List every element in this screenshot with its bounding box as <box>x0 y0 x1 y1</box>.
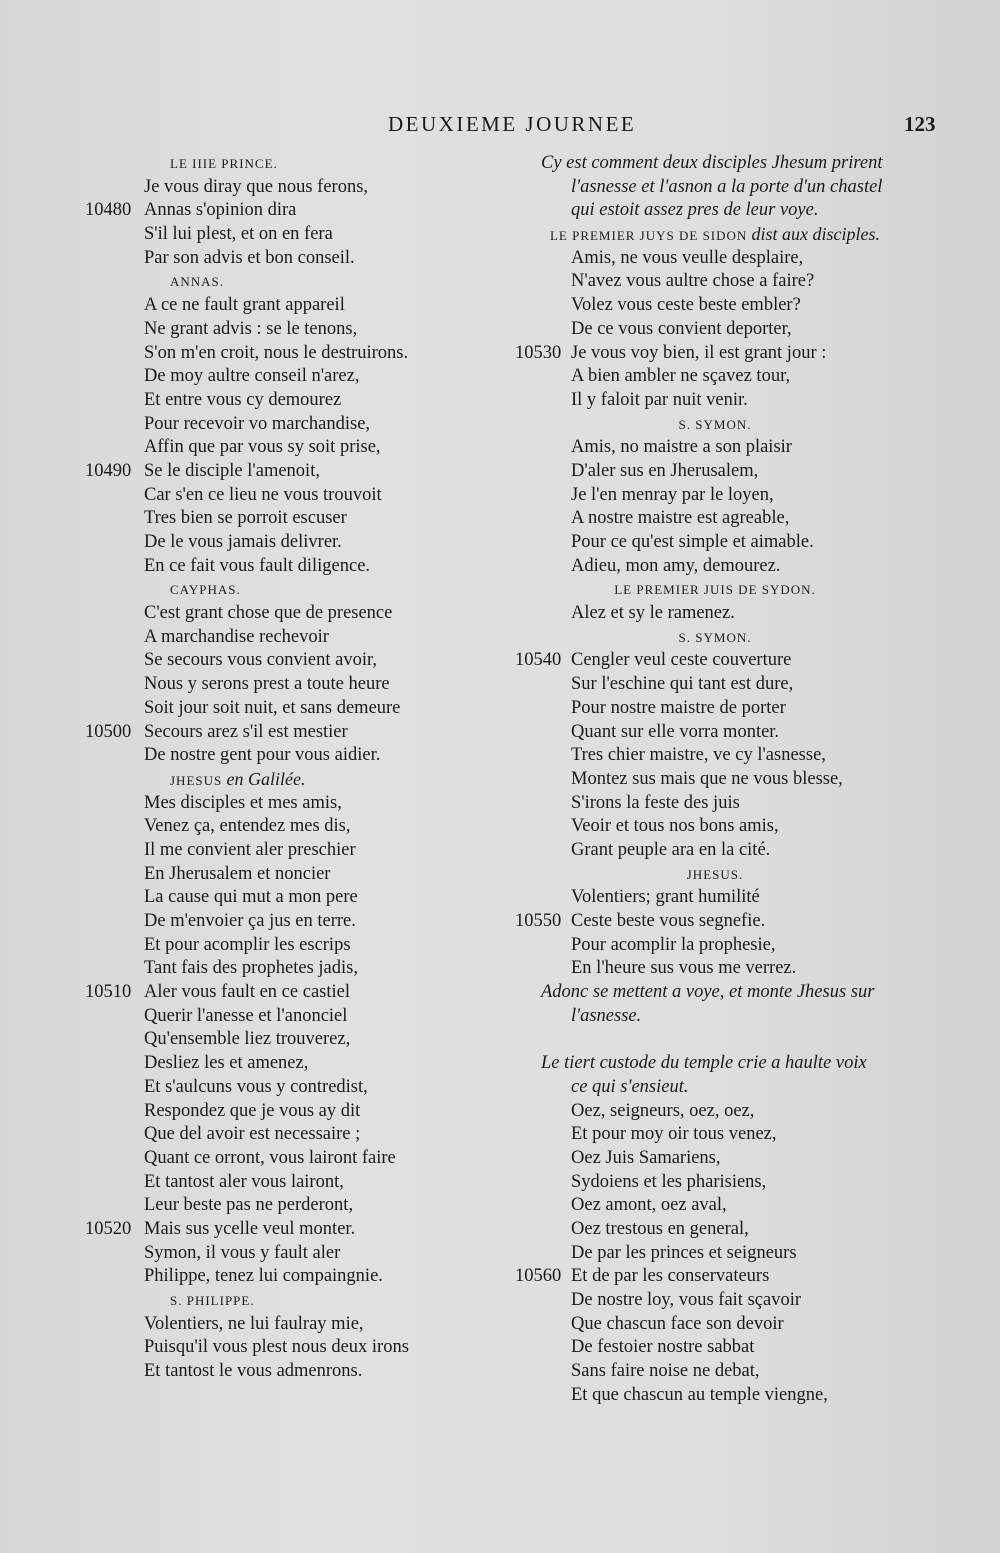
verse-line: 10530 Je vous voy bien, il est grant jour : <box>495 342 935 366</box>
verse-line: Sydoiens et les pharisiens, <box>571 1171 767 1192</box>
verse-line: Oez trestous en general, <box>571 1218 749 1239</box>
right-column <box>495 152 935 1407</box>
line-number: 10530 <box>515 342 562 363</box>
verse-line: Volez vous ceste beste embler? <box>571 295 801 316</box>
verse-line: Mes disciples et mes amis, <box>144 792 342 813</box>
line-number: 10550 <box>515 911 562 931</box>
verse-line: D'aler sus en Jherusalem, <box>571 460 759 481</box>
verse-line: La cause qui mut a mon pere <box>144 887 358 908</box>
verse-line: 10560 Et de par les conservateurs <box>495 1265 935 1289</box>
verse-line: Je vous diray que nous ferons, <box>144 176 369 197</box>
verse-line: Tres chier maistre, ve cy l'asnesse, <box>571 745 826 766</box>
verse-line: Sans faire noise ne debat, <box>571 1361 760 1382</box>
verse-line: Il y faloit par nuit venir. <box>571 389 748 410</box>
verse-line: Et pour acomplir les escrips <box>144 934 351 955</box>
verse-line: Oez Juis Samariens, <box>571 1147 721 1168</box>
verse-line: Par son advis et bon conseil. <box>144 247 355 268</box>
verse-line: Pour ce qu'est simple et aimable. <box>571 532 814 552</box>
line-number: 10500 <box>85 721 132 742</box>
verse-line: De festoier nostre sabbat <box>571 1337 755 1358</box>
verse-line: De m'envoier ça jus en terre. <box>144 911 356 931</box>
verse-line: Et que chascun au temple viengne, <box>571 1384 828 1405</box>
verse-line: Tant fais des prophetes jadis, <box>144 958 358 979</box>
verse-line: Philippe, tenez lui compaingnie. <box>144 1266 383 1287</box>
stage-direction: ce qui s'ensieut. <box>571 1076 689 1097</box>
stage-direction: Adonc se mettent a voye, et monte Jhesus sur <box>541 982 875 1003</box>
line-number: 10540 <box>515 650 562 671</box>
verse-line: Volentiers; grant humilité <box>571 887 760 908</box>
speaker-heading: LE PREMIER JUYS DE SIDON dist aux disciples. <box>549 224 881 245</box>
verse-line: Et s'aulcuns vous y contredist, <box>144 1076 368 1097</box>
verse-line: Que chascun face son devoir <box>571 1313 784 1334</box>
verse-line: 10550 Ceste beste vous segnefie. <box>495 910 935 934</box>
verse-line: 10520 Mais sus ycelle veul monter. <box>60 1218 480 1242</box>
verse-line: Se secours vous convient avoir, <box>144 650 378 671</box>
speaker-heading: S. SYMON. <box>678 629 752 645</box>
verse-line: Et pour moy oir tous venez, <box>571 1124 777 1145</box>
stage-direction: l'asnesse. <box>571 1005 642 1026</box>
verse-line: Et tantost le vous admenrons. <box>144 1361 363 1382</box>
verse-line: Sur l'eschine qui tant est dure, <box>571 674 794 695</box>
verse-line: Alez et sy le ramenez. <box>571 603 735 624</box>
speaker-heading: S. PHILIPPE. <box>170 1293 255 1308</box>
verse-line: S'on m'en croit, nous le destruirons. <box>144 342 409 363</box>
stage-direction: qui estoit assez pres de leur voye. <box>571 200 819 221</box>
blank-line <box>495 1028 935 1052</box>
verse-line: Quant sur elle vorra monter. <box>571 721 780 742</box>
verse-line: Volentiers, ne lui faulray mie, <box>144 1313 364 1334</box>
line-number: 10510 <box>85 982 132 1003</box>
verse-line: 10510 Aler vous fault en ce castiel <box>60 981 480 1005</box>
verse-line: De par les princes et seigneurs <box>571 1242 797 1263</box>
verse-line: Je l'en menray par le loyen, <box>571 484 774 505</box>
speaker-heading: JHESUS. <box>686 866 744 882</box>
verse-line: Amis, no maistre a son plaisir <box>571 437 792 458</box>
verse-line: Que del avoir est necessaire ; <box>144 1124 361 1145</box>
speaker-heading: JHESUS en Galilée. <box>170 768 306 789</box>
verse-line: En Jherusalem et noncier <box>144 863 331 884</box>
verse-line: C'est grant chose que de presence <box>144 603 393 624</box>
verse-line: Qu'ensemble liez trouverez, <box>144 1029 351 1050</box>
left-column <box>60 152 480 1384</box>
stage-direction: Cy est comment deux disciples Jhesum prirent <box>541 153 883 173</box>
verse-line: A bien ambler ne sçavez tour, <box>571 366 791 387</box>
verse-line: Querir l'anesse et l'anonciel <box>144 1005 348 1026</box>
verse-line: Quant ce orront, vous lairont faire <box>144 1147 396 1168</box>
verse-line: Il me convient aler preschier <box>144 839 356 860</box>
line-number: 10480 <box>85 200 132 221</box>
verse-line: 10490 Se le disciple l'amenoit, <box>60 460 480 484</box>
speaker-heading: S. SYMON. <box>678 416 752 432</box>
stage-direction: l'asnesse et l'asnon a la porte d'un chastel <box>571 176 883 197</box>
verse-line: De nostre gent pour vous aidier. <box>144 745 381 766</box>
verse-line: Pour nostre maistre de porter <box>571 697 786 718</box>
verse-line: Symon, il vous y fault aler <box>144 1242 341 1263</box>
verse-line: Nous y serons prest a toute heure <box>144 674 390 695</box>
verse-line: 10540 Cengler veul ceste couverture <box>495 649 935 673</box>
verse-line: Veoir et tous nos bons amis, <box>571 816 779 837</box>
speaker-heading: ANNAS. <box>170 274 225 290</box>
speaker-heading: LE PREMIER JUIS DE SYDON. <box>614 582 816 598</box>
verse-line: S'il lui plest, et on en fera <box>144 224 333 245</box>
verse-line: De ce vous convient deporter, <box>571 318 792 339</box>
line-number: 10490 <box>85 460 132 481</box>
verse-line: De nostre loy, vous fait sçavoir <box>571 1290 801 1310</box>
verse-line: 10500 Secours arez s'il est mestier <box>60 721 480 745</box>
verse-line: Leur beste pas ne perderont, <box>144 1195 354 1216</box>
verse-line: Montez sus mais que ne vous blesse, <box>571 768 843 789</box>
page-number: 123 <box>904 112 936 136</box>
verse-line: S'irons la feste des juis <box>571 792 740 813</box>
verse-line: Adieu, mon amy, demourez. <box>571 555 781 576</box>
verse-line: De moy aultre conseil n'arez, <box>144 366 360 387</box>
verse-line: Amis, ne vous veulle desplaire, <box>571 247 804 268</box>
verse-line: Oez amont, oez aval, <box>571 1195 727 1216</box>
verse-line: Desliez les et amenez, <box>144 1053 309 1074</box>
verse-line: Pour acomplir la prophesie, <box>571 934 776 955</box>
verse-line: 10480 Annas s'opinion dira <box>60 199 480 223</box>
verse-line: Pour recevoir vo marchandise, <box>144 413 371 434</box>
verse-line: Affin que par vous sy soit prise, <box>144 437 381 458</box>
speaker-heading: LE IIIE PRINCE. <box>170 156 278 171</box>
verse-line: Tres bien se porroit escuser <box>144 508 347 529</box>
stage-direction: Le tiert custode du temple crie a haulte voix <box>541 1053 867 1074</box>
verse-line: Venez ça, entendez mes dis, <box>144 816 351 837</box>
verse-line: Et tantost aler vous lairont, <box>144 1171 344 1192</box>
verse-line: Et entre vous cy demourez <box>144 389 342 410</box>
verse-line: A nostre maistre est agreable, <box>571 508 790 529</box>
verse-line: A marchandise rechevoir <box>144 626 329 647</box>
verse-line: Car s'en ce lieu ne vous trouvoit <box>144 484 382 505</box>
verse-line: Ne grant advis : se le tenons, <box>144 318 358 339</box>
verse-line: Respondez que je vous ay dit <box>144 1100 361 1121</box>
verse-line: En ce fait vous fault diligence. <box>144 555 371 576</box>
verse-line: N'avez vous aultre chose a faire? <box>571 271 815 292</box>
verse-line: Oez, seigneurs, oez, oez, <box>571 1100 755 1121</box>
verse-line: Puisqu'il vous plest nous deux irons <box>144 1337 409 1358</box>
verse-line: En l'heure sus vous me verrez. <box>571 958 797 979</box>
verse-line: A ce ne fault grant appareil <box>144 295 345 316</box>
verse-line: De le vous jamais delivrer. <box>144 532 342 552</box>
line-number: 10560 <box>515 1266 562 1287</box>
verse-line: Grant peuple ara en la cité. <box>571 839 771 860</box>
verse-line: Soit jour soit nuit, et sans demeure <box>144 697 401 718</box>
page-header <box>0 112 1000 142</box>
line-number: 10520 <box>85 1218 132 1239</box>
running-title: DEUXIEME JOURNEE <box>388 112 637 136</box>
speaker-heading: CAYPHAS. <box>170 582 241 598</box>
